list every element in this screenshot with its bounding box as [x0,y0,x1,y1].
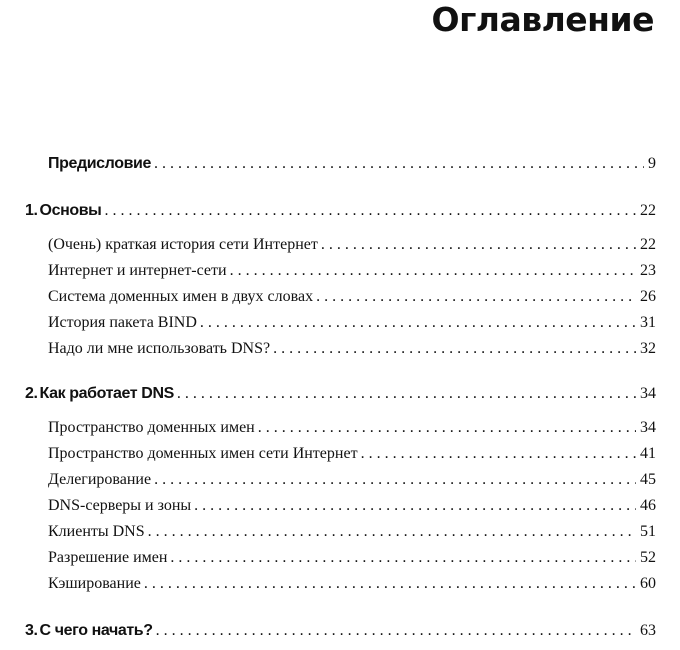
toc-section[interactable] [48,311,656,335]
chapter-number: 3. [25,622,38,639]
dot-leader [361,442,636,466]
dot-leader [170,546,636,570]
dot-leader [154,468,636,492]
dot-leader [273,337,636,361]
toc-page-number: 34 [640,419,656,436]
toc-page-number: 60 [640,575,656,592]
toc-section[interactable] [48,337,656,361]
toc-section[interactable] [48,468,656,492]
dot-leader [104,199,636,223]
toc-entry-title: Пространство доменных имен [48,419,255,436]
toc-page-number: 26 [640,288,656,305]
toc-chapter-3[interactable] [25,619,656,643]
toc-entry-title: Кэширование [48,575,141,592]
toc-preface[interactable] [48,152,656,176]
toc-section[interactable] [48,494,656,518]
toc-page-number: 32 [640,340,656,357]
toc-entry-title: Разрешение имен [48,549,168,566]
toc-page-number: 52 [640,549,656,566]
dot-leader [230,259,636,283]
dot-leader [316,285,636,309]
toc-section[interactable] [48,416,656,440]
toc-page-number: 41 [640,445,656,462]
toc-page-number: 22 [640,236,656,253]
toc-page-number: 31 [640,314,656,331]
toc-page-number: 63 [640,622,656,639]
toc-entry-title: (Очень) краткая история сети Интернет [48,236,318,253]
dot-leader [156,619,636,643]
toc-page-number: 34 [640,385,656,402]
toc-page-number: 22 [640,202,656,219]
toc-entry-title: Пространство доменных имен сети Интернет [48,445,358,462]
page-title: Оглавление [431,0,654,39]
toc-page-number: 46 [640,497,656,514]
dot-leader [194,494,636,518]
toc-entry-title: Система доменных имен в двух словах [48,288,314,305]
toc-entry-title: Предисловие [48,155,151,172]
dot-leader [321,233,636,257]
dot-leader [144,572,636,596]
toc-section[interactable] [48,572,656,596]
toc-page-number: 9 [648,155,656,172]
dot-leader [177,382,636,406]
toc-section[interactable] [48,520,656,544]
toc-entry-title: Надо ли мне использовать DNS? [48,340,271,357]
toc-entry-title: История пакета BIND [48,314,197,331]
toc-entry-title: Основы [39,202,102,219]
toc-entry-title: DNS-серверы и зоны [48,497,192,514]
toc-entry-title: С чего начать? [39,622,153,639]
toc-section[interactable] [48,285,656,309]
toc-section[interactable] [48,259,656,283]
dot-leader [200,311,636,335]
dot-leader [258,416,636,440]
chapter-number: 2. [25,385,38,402]
toc-section[interactable] [48,442,656,466]
toc-chapter-1[interactable] [25,199,656,223]
toc-page-number: 23 [640,262,656,279]
toc-section[interactable] [48,233,656,257]
chapter-number: 1. [25,202,38,219]
toc-entry-title: Клиенты DNS [48,523,145,540]
toc-entry-title: Делегирование [48,471,152,488]
toc-chapter-2[interactable] [25,382,656,406]
dot-leader [148,520,636,544]
toc-page-number: 45 [640,471,656,488]
dot-leader [154,152,644,176]
toc-page-number: 51 [640,523,656,540]
toc-entry-title: Интернет и интернет-сети [48,262,227,279]
toc-entry-title: Как работает DNS [39,385,174,402]
toc-section[interactable] [48,546,656,570]
